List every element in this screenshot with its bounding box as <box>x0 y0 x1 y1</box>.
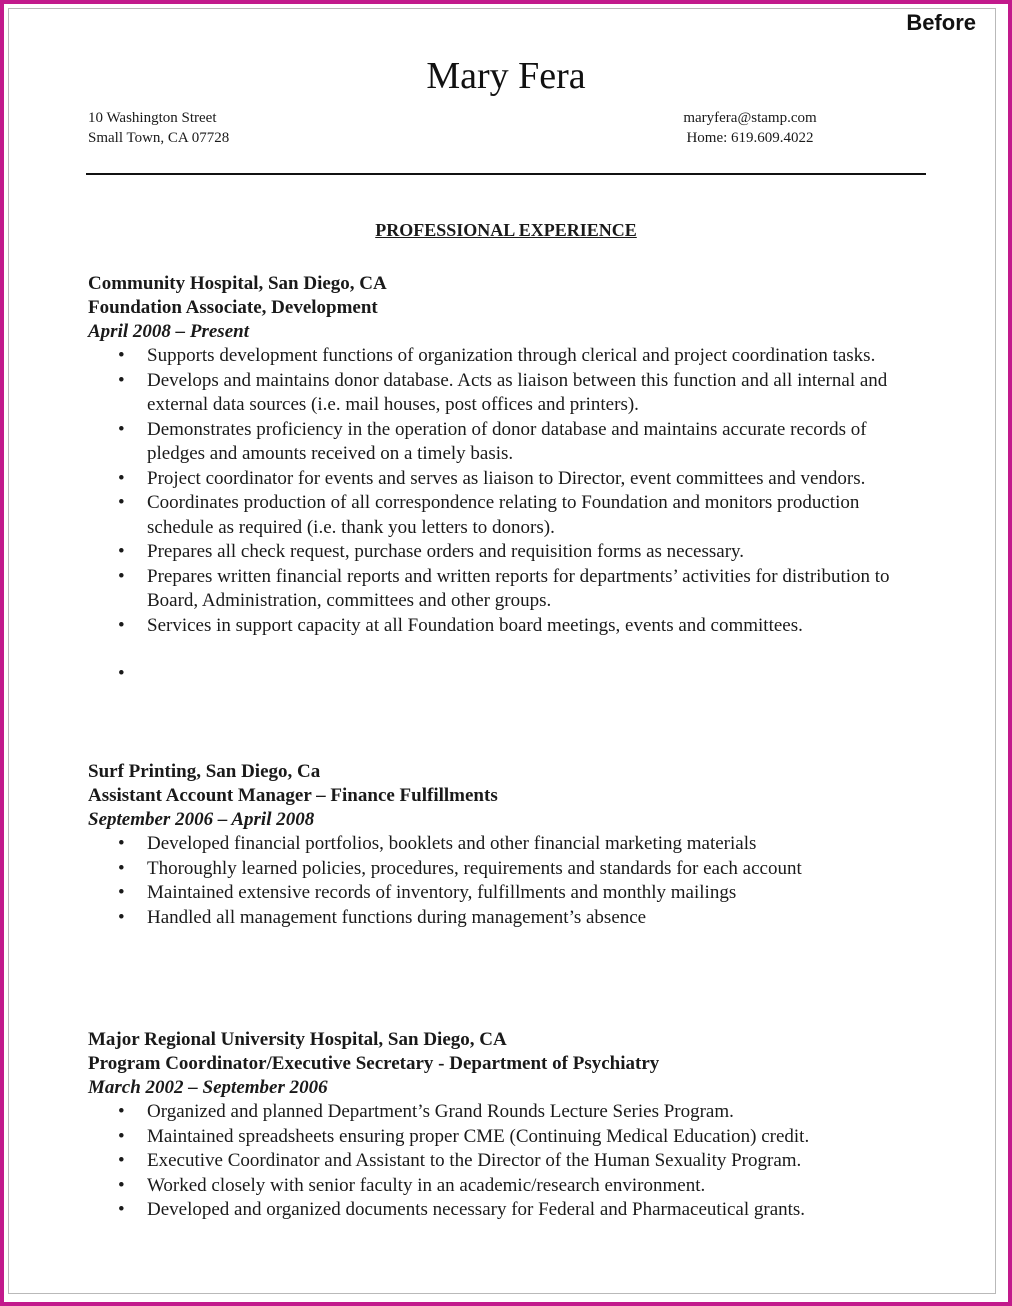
address-line-1: 10 Washington Street <box>88 110 217 126</box>
bullet-item: • Prepares all check request, purchase orders and requisition forms as necessary. <box>88 540 928 565</box>
bullet-item: • Maintained extensive records of inventory, fulfillments and monthly mailings <box>88 881 928 906</box>
bullet-item: • Maintained spreadsheets ensuring proper CME (Continuing Medical Education) credit. <box>88 1125 928 1150</box>
job-title: Assistant Account Manager – Finance Fulfillments <box>88 785 498 806</box>
job-dates: April 2008 – Present <box>88 321 249 342</box>
employer: Surf Printing, San Diego, Ca <box>88 761 321 782</box>
job-entry <box>88 760 928 930</box>
employer: Major Regional University Hospital, San Diego, CA <box>88 1029 507 1050</box>
bullet-item: • Coordinates production of all correspondence relating to Foundation and monitors production schedule as required (i.e. thank you letters to donors). <box>88 491 928 540</box>
contact-block <box>640 108 860 148</box>
bullet-list <box>88 1100 928 1223</box>
before-label: Before <box>906 10 976 35</box>
bullet-item: • Supports development functions of organization through clerical and project coordination tasks. <box>88 344 928 369</box>
bullet-item: • Organized and planned Department’s Grand Rounds Lecture Series Program. <box>88 1100 928 1125</box>
bullet-item: • Thoroughly learned policies, procedures, requirements and standards for each account <box>88 857 928 882</box>
bullet-item: • Project coordinator for events and serves as liaison to Director, event committees and vendors. <box>88 467 928 492</box>
job-title: Foundation Associate, Development <box>88 297 378 318</box>
address-block <box>88 108 229 148</box>
bullet-item: • Services in support capacity at all Foundation board meetings, events and committees. <box>88 614 928 639</box>
phone-number: Home: 619.609.4022 <box>686 130 814 146</box>
job-title: Program Coordinator/Executive Secretary - Department of Psychiatry <box>88 1053 660 1074</box>
bullet-item: • Prepares written financial reports and written reports for departments’ activities for distribution to Board, Administration, committees and other groups. <box>88 565 928 614</box>
job-dates: September 2006 – April 2008 <box>88 809 315 830</box>
bullet-item: • Worked closely with senior faculty in an academic/research environment. <box>88 1174 928 1199</box>
email-address: maryfera@stamp.com <box>683 110 817 126</box>
bullet-item: • Demonstrates proficiency in the operation of donor database and maintains accurate records of pledges and amounts received on a timely basis. <box>88 418 928 467</box>
empty-bullet-item <box>88 662 928 687</box>
section-title: PROFESSIONAL EXPERIENCE <box>375 220 637 240</box>
bullet-item: • Handled all management functions during management’s absence <box>88 906 928 931</box>
bullet-item: • Develops and maintains donor database. Acts as liaison between this function and all internal and external data sources (i.e. mail houses, post offices and printers). <box>88 369 928 418</box>
bullet-list <box>88 832 928 930</box>
job-entry <box>88 272 928 687</box>
job-dates: March 2002 – September 2006 <box>88 1077 328 1098</box>
address-line-2: Small Town, CA 07728 <box>88 130 230 146</box>
bullet-item: • Developed and organized documents necessary for Federal and Pharmaceutical grants. <box>88 1198 928 1223</box>
employer: Community Hospital, San Diego, CA <box>88 273 387 294</box>
job-entry <box>88 1028 928 1223</box>
bullet-item: • Developed financial portfolios, booklets and other financial marketing materials <box>88 832 928 857</box>
header-divider <box>86 173 926 175</box>
candidate-name: Mary Fera <box>426 55 586 97</box>
bullet-list <box>88 344 928 687</box>
bullet-item: • Executive Coordinator and Assistant to the Director of the Human Sexuality Program. <box>88 1149 928 1174</box>
